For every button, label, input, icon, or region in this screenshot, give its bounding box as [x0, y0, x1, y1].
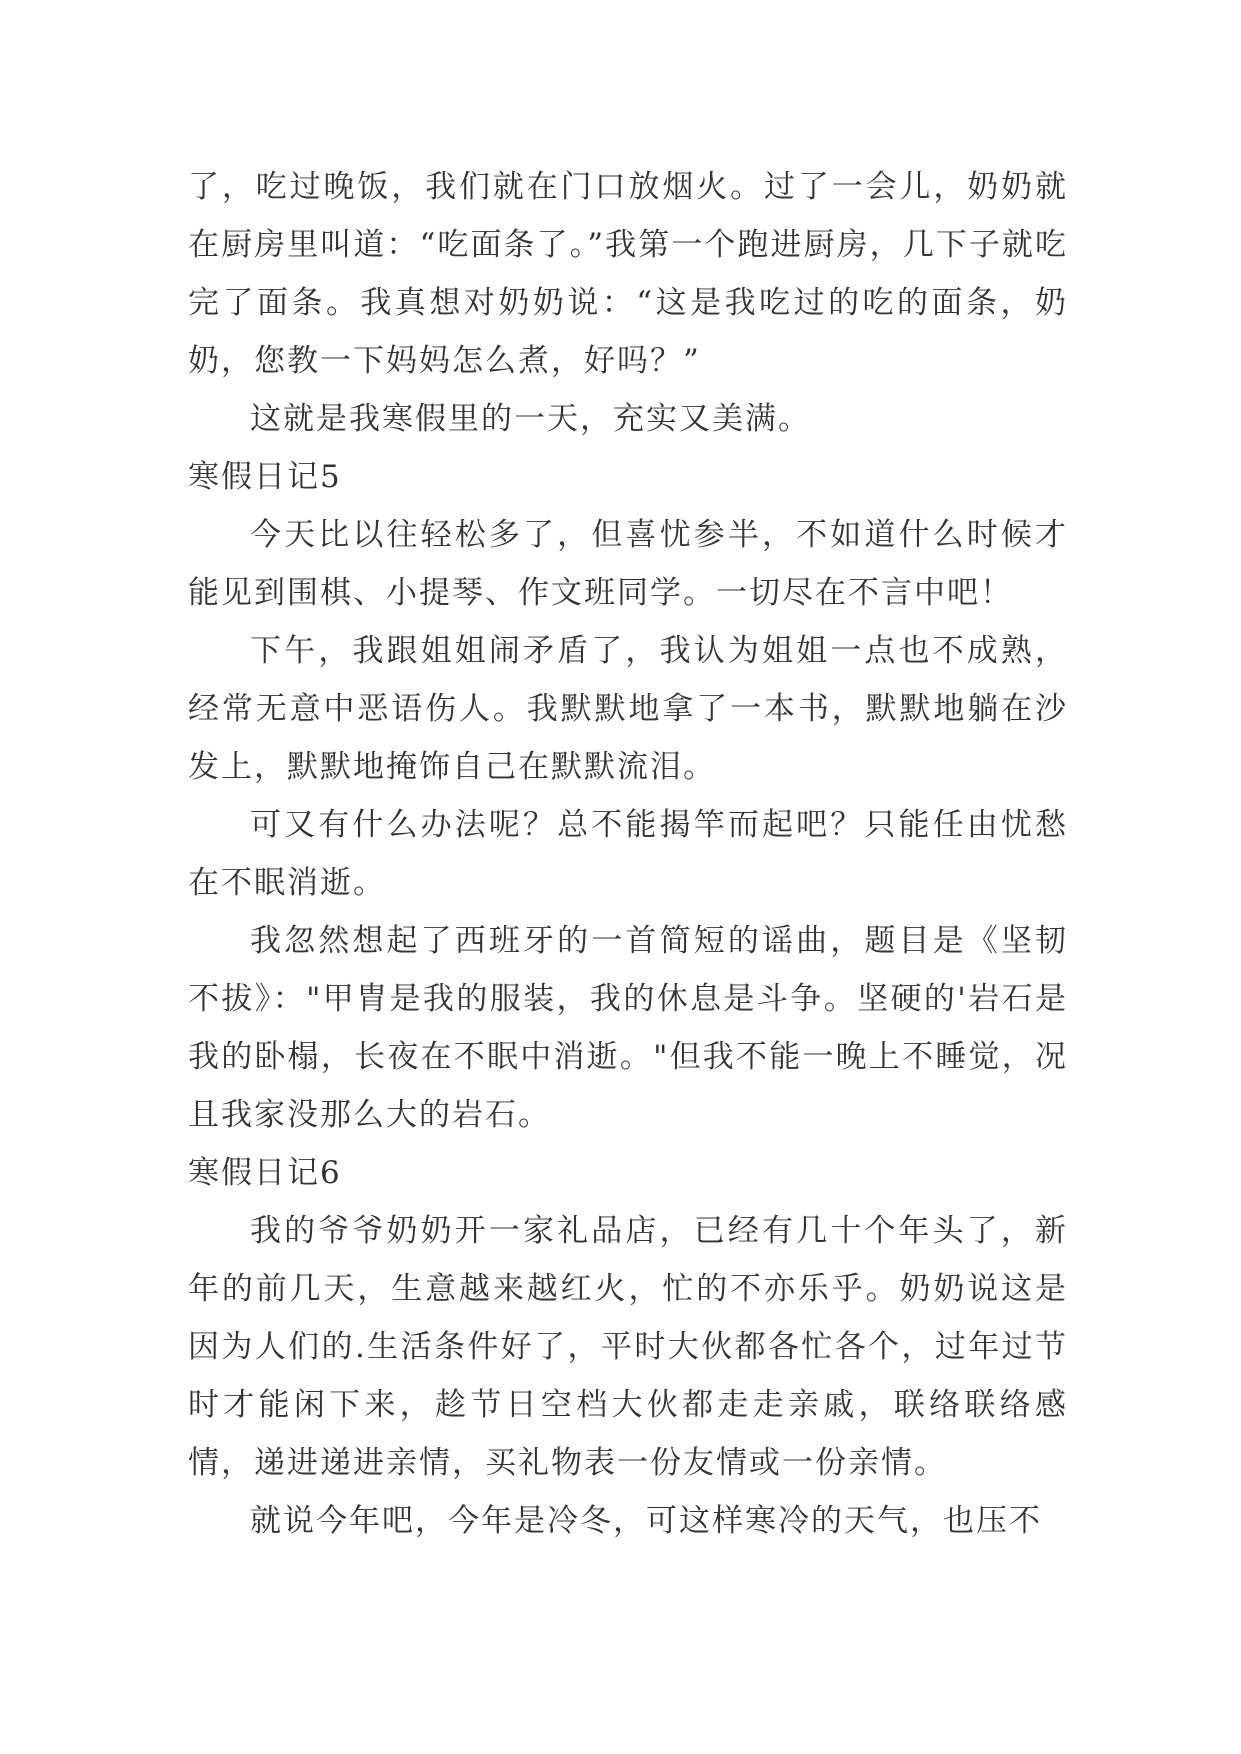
paragraph-7: 我的爷爷奶奶开一家礼品店，已经有几十个年头了，新年的前几天，生意越来越红火，忙的不亦乐乎。奶奶说这是因为人们的.生活条件好了，平时大伙都各忙各个，过年过节时才能闲下来，趁节日空档大伙都走走亲戚，联络联络感情，递进递进亲情，买礼物表一份友情或一份亲情。 — [188, 1213, 1068, 1481]
paragraph-6: 我忽然想起了西班牙的一首简短的谣曲，题目是《坚韧不拔》："甲胄是我的服装，我的休息是斗争。坚硬的'岩石是我的卧榻，长夜在不眠中消逝。"但我不能一晚上不睡觉，况且我家没那么大的岩石。 — [188, 923, 1068, 1133]
diary-heading-6: 寒假日记6 — [188, 1155, 342, 1191]
diary-heading-5: 寒假日记5 — [188, 459, 342, 495]
paragraph-3: 今天比以往轻松多了，但喜忧参半，不如道什么时候才能见到围棋、小提琴、作文班同学。一切尽在不言中吧！ — [188, 517, 1068, 611]
paragraph-8: 就说今年吧，今年是冷冬，可这样寒冷的天气，也压不 — [250, 1503, 1042, 1539]
paragraph-1: 了，吃过晚饭，我们就在门口放烟火。过了一会儿，奶奶就在厨房里叫道：“吃面条了。”我第一个跑进厨房，几下子就吃完了面条。我真想对奶奶说：“这是我吃过的吃的面条，奶奶，您教一下妈妈怎么煮，好吗？” — [188, 169, 1068, 379]
paragraph-5: 可又有什么办法呢？总不能揭竿而起吧？只能任由忧愁在不眠消逝。 — [188, 807, 1068, 901]
paragraph-4: 下午，我跟姐姐闹矛盾了，我认为姐姐一点也不成熟，经常无意中恶语伤人。我默默地拿了一本书，默默地躺在沙发上，默默地掩饰自己在默默流泪。 — [188, 633, 1068, 785]
paragraph-2: 这就是我寒假里的一天，充实又美满。 — [250, 401, 811, 437]
document-body — [188, 158, 1068, 1550]
